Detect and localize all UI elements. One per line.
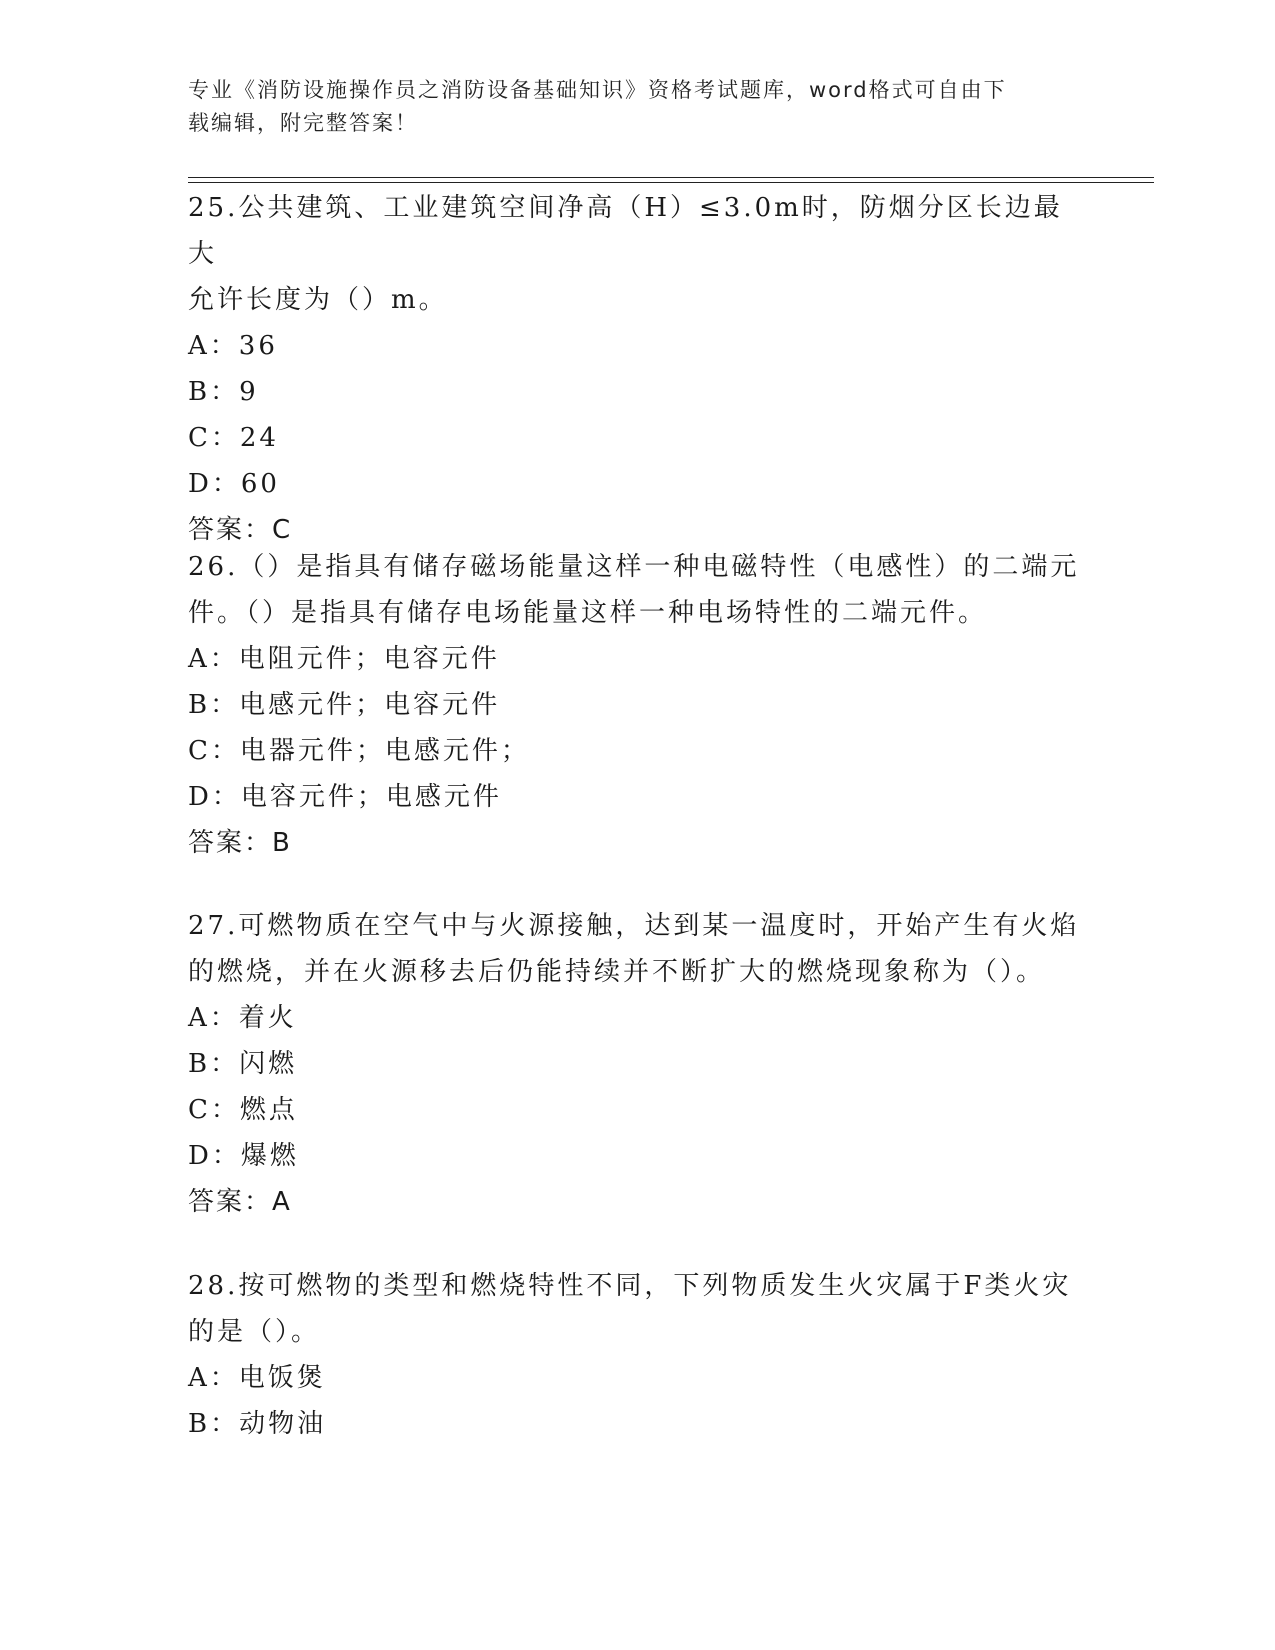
question-25: [188, 185, 1088, 553]
option-b: B：闪燃: [188, 1049, 298, 1079]
question-28: [188, 1263, 1088, 1447]
question-stem-line: 28.按可燃物的类型和燃烧特性不同，下列物质发生火灾属于F类火灾: [188, 1271, 1072, 1301]
question-stem-line: 26.（）是指具有储存磁场能量这样一种电磁特性（电感性）的二端元: [188, 552, 1080, 582]
question-stem-line: 的是（）。: [188, 1317, 321, 1347]
question-27: [188, 903, 1088, 1225]
option-b: B：电感元件；电容元件: [188, 690, 501, 720]
question-stem-line: 件。（）是指具有储存电场能量这样一种电场特性的二端元件。: [188, 598, 988, 628]
header-divider-top: [188, 177, 1154, 178]
option-d: D：60: [188, 469, 280, 499]
question-stem-line: 27.可燃物质在空气中与火源接触，达到某一温度时，开始产生有火焰: [188, 911, 1080, 941]
question-stem-line: 允许长度为（）m。: [188, 285, 448, 315]
option-a: A：电饭煲: [188, 1363, 326, 1393]
document-header: [188, 74, 1088, 140]
question-stem-line: 的燃烧，并在火源移去后仍能持续并不断扩大的燃烧现象称为（）。: [188, 957, 1046, 987]
answer: 答案：A: [188, 1187, 292, 1217]
option-a: A：36: [188, 331, 278, 361]
option-d: D：爆燃: [188, 1141, 299, 1171]
answer: 答案：B: [188, 828, 292, 858]
header-line-2: 载编辑，附完整答案！: [188, 111, 418, 135]
option-c: C：燃点: [188, 1095, 298, 1125]
question-26: [188, 544, 1088, 866]
option-c: C：电器元件；电感元件；: [188, 736, 530, 766]
option-d: D：电容元件；电感元件: [188, 782, 502, 812]
option-a: A：电阻元件；电容元件: [188, 644, 500, 674]
option-a: A：着火: [188, 1003, 297, 1033]
header-line-1: 专业《消防设施操作员之消防设备基础知识》资格考试题库，word格式可自由下: [188, 78, 1007, 102]
option-c: C：24: [188, 423, 279, 453]
option-b: B：9: [188, 377, 259, 407]
answer: 答案：C: [188, 515, 293, 545]
option-b: B：动物油: [188, 1409, 327, 1439]
question-stem-line: 25.公共建筑、工业建筑空间净高（H）≤3.0m时，防烟分区长边最大: [188, 193, 1063, 269]
header-divider-bottom: [188, 182, 1154, 183]
